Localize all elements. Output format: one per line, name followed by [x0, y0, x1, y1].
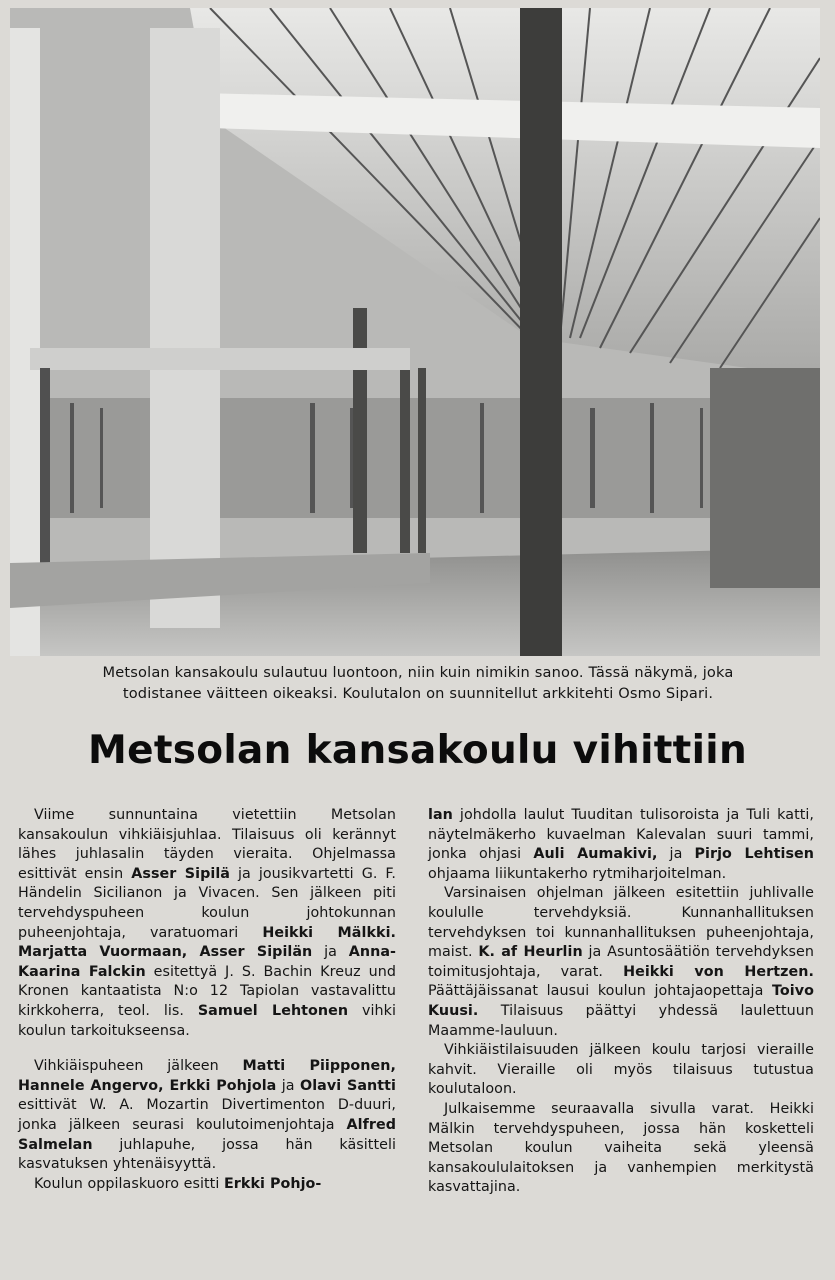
article-column-left: [18, 806, 396, 1194]
caption-line-1: Metsolan kansakoulu sulautuu luontoon, niin kuin nimikin sanoo. Tässä näkymä, joka: [102, 664, 734, 681]
paragraph: Varsinaisen ohjelman jälkeen esitettiin juhlivalle koululle tervehdyksiä. Kunnanhallituksen tervehdyksen toi kunnanhallituksen puheenjohtaja, maist. K. af Heurlin ja Asuntosäätiön tervehdyksen toimitusjohtaja, varat. Heikki von Hertzen. Päättäjäissanat lausui koulun johtajaopettaja Toivo Kuusi. Tilaisuus päättyi yhdessä laulettuun Maamme-lauluun.: [428, 885, 814, 1039]
paragraph: Viime sunnuntaina vietettiin Metsolan kansakoulun vihkiäisjuhlaa. Tilaisuus oli kerännyt lähes juhlasalin täyden vieraita. Ohjelmassa esittivät ensin Asser Sipilä ja jousikvartetti G. F. Händelin Sicilianon ja Vivacen. Sen jälkeen piti tervehdyspuheen koulun johtokunnan puheenjohtaja, varatuomari Heikki Mälkki. Marjatta Vuormaan, Asser Sipilän ja Anna-Kaarina Falckin esitettyä J. S. Bachin Kreuz und Kronen kantaatista N:o 12 Tapiolan vastavalittu kirkkoherra, teol. lis. Samuel Lehtonen vihki koulun tarkoitukseensa.: [18, 807, 397, 1039]
paragraph: Koulun oppilaskuoro esitti Erkki Pohjo-: [34, 1175, 322, 1192]
article-headline: Metsolan kansakoulu vihittiin: [87, 728, 748, 773]
paragraph: lan johdolla laulut Tuuditan tulisoroista ja Tuli katti, näytelmäkerho kuvaelman Kalevalan suuri tammi, jonka ohjasi Auli Aumakivi, ja Pirjo Lehtisen ohjaama liikuntakerho rytmiharjoitelman.: [428, 807, 814, 882]
paragraph: Julkaisemme seuraavalla sivulla varat. Heikki Mälkin tervehdyspuheen, jossa hän kosketteli Metsolan koulun vaiheita sekä yleensä kansakoululaitoksen ja vanhempien merkitystä kasvattajina.: [428, 1100, 814, 1196]
photograph-icon: [10, 8, 820, 656]
photo-caption: [14, 662, 822, 704]
paragraph: Vihkiäistilaisuuden jälkeen koulu tarjosi vieraille kahvit. Vieraille oli myös tilaisuus tutustua koulutaloon.: [428, 1042, 814, 1098]
school-photo: [10, 8, 820, 656]
caption-line-2: todistanee väitteen oikeaksi. Koulutalon on suunnitellut arkkitehti Osmo Sipari.: [122, 685, 714, 702]
paragraph: Vihkiäispuheen jälkeen Matti Piipponen, Hannele Angervo, Erkki Pohjola ja Olavi Santti esittivät W. A. Mozartin Divertimenton D-duuri, jonka jälkeen seurasi koulutoimenjohtaja Alfred Salmelan juhlapuhe, jossa hän käsitteli kasvatuksen yhtenäisyyttä.: [18, 1058, 396, 1173]
article-column-right: [428, 806, 814, 1198]
